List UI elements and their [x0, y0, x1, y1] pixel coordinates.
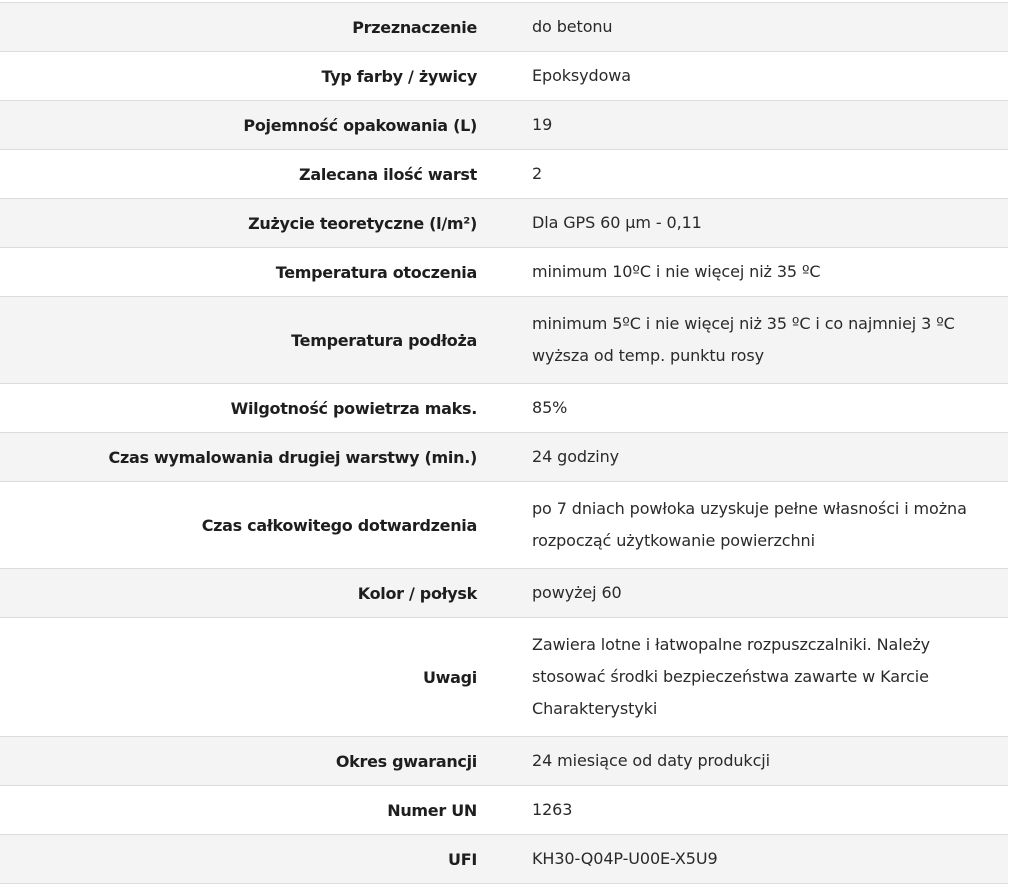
spec-label: Przeznaczenie — [352, 17, 477, 37]
spec-row-czas-dotwardzenia — [0, 482, 1008, 569]
spec-value: minimum 5ºC i nie więcej niż 35 ºC i co najmniej 3 ºC wyższa od temp. punktu rosy — [532, 314, 955, 365]
spec-row-zuzycie — [0, 199, 1008, 248]
spec-label: Kolor / połysk — [357, 583, 477, 603]
spec-label: UFI — [448, 849, 477, 869]
spec-row-wilgotnosc — [0, 384, 1008, 433]
spec-label: Numer UN — [387, 800, 477, 820]
spec-value: po 7 dniach powłoka uzyskuje pełne własności i można rozpocząć użytkowanie powierzchni — [532, 499, 967, 550]
spec-row-ilosc-warstw — [0, 150, 1008, 199]
spec-value: 24 miesiące od daty produkcji — [532, 751, 770, 770]
spec-label: Temperatura podłoża — [291, 330, 477, 350]
spec-label: Temperatura otoczenia — [275, 262, 477, 282]
spec-value: 85% — [532, 398, 568, 417]
spec-row-kolor-polysk — [0, 569, 1008, 618]
spec-row-typ-farby — [0, 52, 1008, 101]
spec-value: Zawiera lotne i łatwopalne rozpuszczalniki. Należy stosować środki bezpieczeństwa zawarte w Karcie Charakterystyki — [532, 635, 930, 718]
spec-row-czas-wymalowania — [0, 433, 1008, 482]
spec-label: Uwagi — [422, 667, 477, 687]
spec-label: Czas wymalowania drugiej warstwy (min.) — [108, 447, 477, 467]
spec-value: do betonu — [532, 17, 613, 36]
spec-value: 1263 — [532, 800, 573, 819]
spec-row-pojemnosc — [0, 101, 1008, 150]
spec-row-okres-gwarancji — [0, 737, 1008, 786]
spec-row-ufi — [0, 835, 1008, 884]
spec-label: Zalecana ilość warst — [299, 164, 477, 184]
spec-value: Dla GPS 60 µm - 0,11 — [532, 213, 702, 232]
spec-label: Pojemność opakowania (L) — [243, 115, 477, 135]
spec-row-temperatura-otoczenia — [0, 248, 1008, 297]
spec-value: Epoksydowa — [532, 66, 631, 85]
spec-row-uwagi — [0, 618, 1008, 737]
spec-label: Typ farby / żywicy — [321, 66, 477, 86]
spec-value: 19 — [532, 115, 553, 134]
spec-row-przeznaczenie — [0, 3, 1008, 52]
product-specs-table — [0, 2, 1008, 884]
spec-value: minimum 10ºC i nie więcej niż 35 ºC — [532, 262, 821, 281]
spec-value: 24 godziny — [532, 447, 620, 466]
spec-row-temperatura-podloza — [0, 297, 1008, 384]
spec-value: 2 — [532, 164, 543, 183]
spec-label: Okres gwarancji — [335, 751, 477, 771]
spec-label: Wilgotność powietrza maks. — [230, 398, 477, 418]
spec-label: Zużycie teoretyczne (l/m²) — [248, 213, 477, 233]
spec-value: KH30-Q04P-U00E-X5U9 — [532, 849, 718, 868]
spec-row-numer-un — [0, 786, 1008, 835]
spec-value: powyżej 60 — [532, 583, 622, 602]
spec-label: Czas całkowitego dotwardzenia — [201, 515, 477, 535]
